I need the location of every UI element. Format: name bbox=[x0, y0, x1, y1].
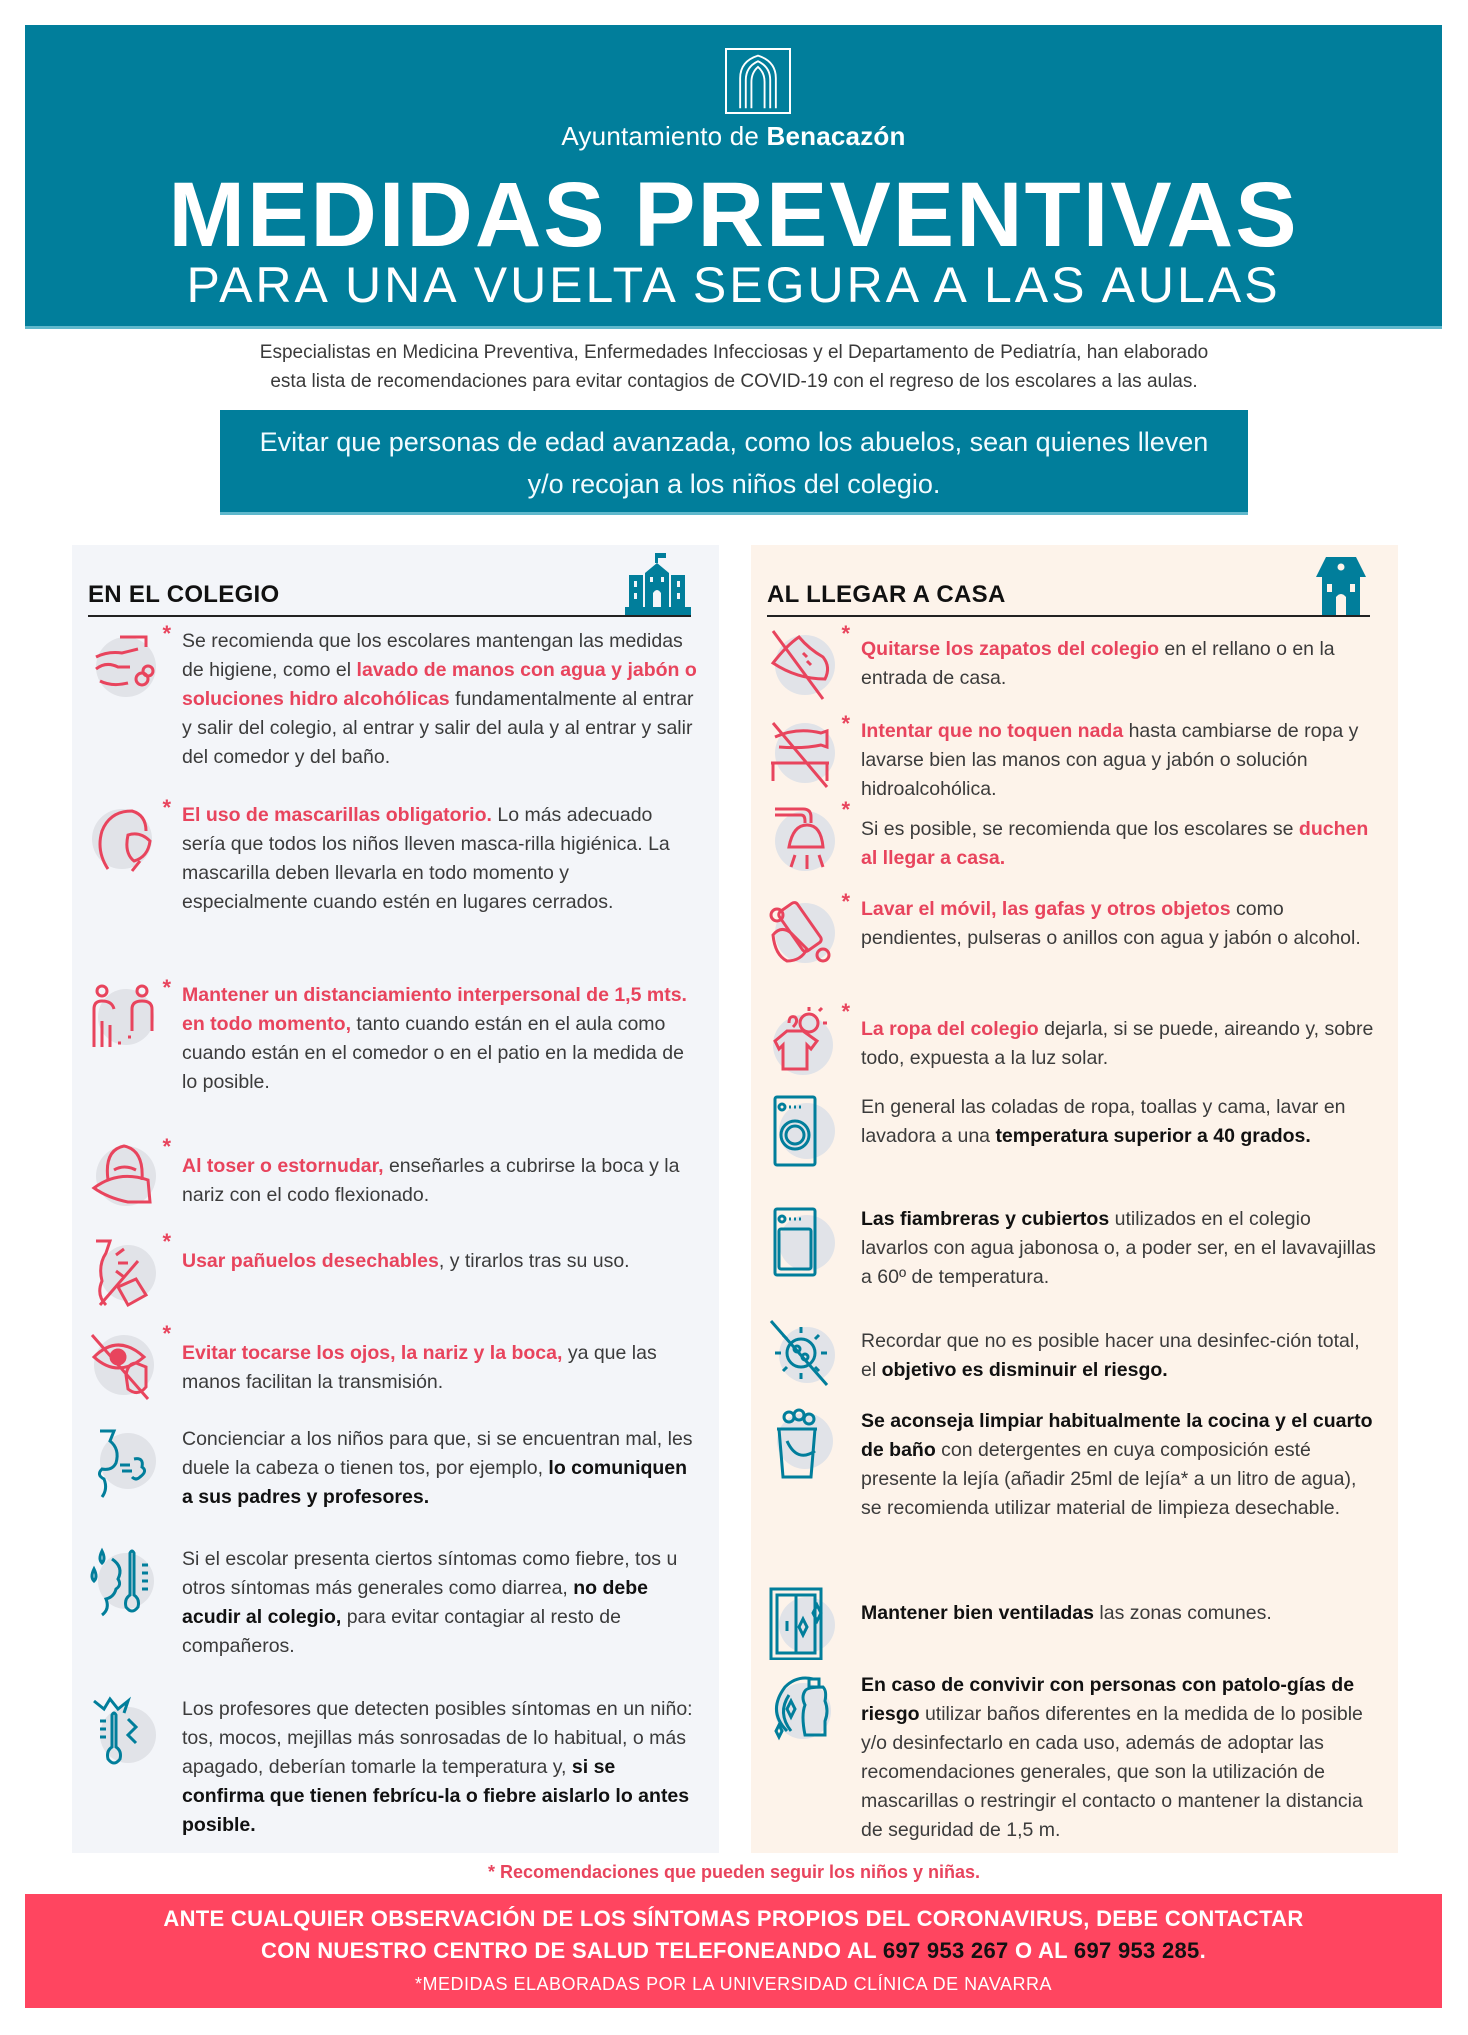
window-ventilation-icon bbox=[767, 1585, 842, 1660]
header-banner bbox=[25, 25, 1442, 329]
kid-asterisk: * bbox=[162, 1229, 171, 1254]
item-text: Si es posible, se recomienda que los escolares se duchen al llegar a casa. bbox=[861, 818, 1369, 869]
kid-asterisk: * bbox=[841, 797, 850, 822]
home-item-no-touch bbox=[767, 711, 1378, 817]
social-distance-icon bbox=[88, 975, 171, 1056]
item-text: Concienciar a los niños para que, si se encuentran mal, les duele la cabeza o tienen tos, por ejemplo, lo comuniquen a sus padres y profesores. bbox=[182, 1428, 693, 1508]
school-item-symptoms bbox=[88, 1545, 699, 1675]
school-panel-header bbox=[88, 565, 691, 617]
home-item-laundry bbox=[767, 1093, 1378, 1193]
home-item-risk bbox=[767, 1671, 1378, 1851]
home-item-ventilation bbox=[767, 1585, 1378, 1665]
item-text: Los profesores que detecten posibles síntomas en un niño: tos, mocos, mejillas más sonrosadas de lo habitual, o más apagado, deberían tomarle la temperatura y, si se confirma que tienen febrícu-la o fiebre aislarlo lo antes posible. bbox=[182, 1698, 693, 1836]
page-subtitle: PARA UNA VUELTA SEGURA A LAS AULAS bbox=[186, 257, 1281, 313]
no-shoes-icon bbox=[767, 621, 850, 702]
fever-symptoms-icon bbox=[88, 1545, 163, 1620]
contact-footer bbox=[25, 1894, 1442, 2008]
kid-asterisk: * bbox=[841, 889, 850, 914]
house-icon bbox=[1314, 551, 1368, 617]
intro-line-2: esta lista de recomendaciones para evitar contagios de COVID-19 con el regreso de los escolares a las aulas. bbox=[270, 371, 1198, 392]
face-mask-icon bbox=[88, 795, 171, 876]
kid-asterisk: * bbox=[162, 1134, 171, 1159]
no-virus-icon bbox=[767, 1315, 842, 1390]
org-prefix: Ayuntamiento de bbox=[561, 121, 760, 151]
dishwasher-icon bbox=[767, 1205, 842, 1280]
sick-child-icon bbox=[88, 1425, 163, 1500]
home-item-disinfection bbox=[767, 1315, 1378, 1395]
org-name: Benacazón bbox=[766, 121, 906, 151]
footer-line-1: ANTE CUALQUIER OBSERVACIÓN DE LOS SÍNTOMAS PROPIOS DEL CORONAVIRUS, DEBE CONTACTAR bbox=[163, 1906, 1304, 1931]
item-text: Se recomienda que los escolares mantengan las medidas de higiene, como el lavado de manos con agua y jabón o soluciones hidro alcohólicas fundamentalmente al entrar y salir del colegio, al entrar y salir del aula y al entrar y salir del comedor y del baño. bbox=[182, 630, 697, 768]
thermometer-icon bbox=[88, 1695, 163, 1770]
wash-phone-icon bbox=[767, 889, 850, 970]
footer-line-2: CON NUESTRO CENTRO DE SALUD TELEFONEANDO AL 697 953 267 O AL 697 953 285. bbox=[261, 1938, 1206, 1963]
handwash-icon bbox=[88, 621, 171, 702]
notice-line-2: y/o recojan a los niños del colegio. bbox=[527, 469, 941, 499]
kid-asterisk: * bbox=[162, 795, 171, 820]
item-text: La ropa del colegio dejarla, si se puede, aireando y, sobre todo, expuesta a la luz solar. bbox=[861, 1018, 1374, 1069]
home-item-wash-objects bbox=[767, 889, 1378, 995]
school-heading: EN EL COLEGIO bbox=[88, 581, 280, 608]
kid-asterisk: * bbox=[162, 621, 171, 646]
phone-number-1[interactable]: 697 953 267 bbox=[882, 1938, 1009, 1963]
item-text: Las fiambreras y cubiertos utilizados en el colegio lavarlos con agua jabonosa o, a poder ser, en el lavavajillas a 60º de temperatura. bbox=[861, 1208, 1376, 1288]
school-item-communicate bbox=[88, 1425, 699, 1525]
cleaning-bucket-icon bbox=[767, 1407, 842, 1482]
item-text: Intentar que no toquen nada hasta cambiarse de ropa y lavarse bien las manos con agua y jabón o solución hidroalcohólica. bbox=[861, 720, 1359, 800]
notice-box bbox=[220, 410, 1248, 515]
item-text: Evitar tocarse los ojos, la nariz y la boca, ya que las manos facilitan la transmisión. bbox=[182, 1342, 657, 1393]
school-item-tissues bbox=[88, 1229, 699, 1315]
home-heading: AL LLEGAR A CASA bbox=[767, 581, 1006, 608]
home-item-clothes bbox=[767, 999, 1378, 1085]
arch-logo-icon bbox=[725, 48, 791, 114]
washing-machine-icon bbox=[767, 1093, 842, 1168]
school-item-handwash bbox=[88, 621, 699, 777]
item-text: Recordar que no es posible hacer una desinfec-ción total, el objetivo es disminuir el riesgo. bbox=[861, 1330, 1360, 1381]
phone-number-2[interactable]: 697 953 285 bbox=[1073, 1938, 1200, 1963]
kid-asterisk: * bbox=[162, 1321, 171, 1346]
cough-elbow-icon bbox=[88, 1134, 171, 1215]
no-touch-icon bbox=[767, 711, 850, 792]
kid-asterisk: * bbox=[841, 999, 850, 1024]
item-text: En caso de convivir con personas con patolo-gías de riesgo utilizar baños diferentes en la medida de lo posible y/o desinfectarlo en cada uso, además de adoptar las recomendaciones generales, que son la utilización de mascarillas o restringir el contacto o mantener la distancia de seguridad de 1,5 m. bbox=[861, 1674, 1363, 1841]
tissue-sneeze-icon bbox=[88, 1229, 171, 1310]
kid-friendly-footnote: * Recomendaciones que pueden seguir los niños y niñas. bbox=[487, 1862, 981, 1882]
school-panel bbox=[72, 545, 719, 1853]
intro-text bbox=[180, 338, 1288, 396]
item-text: Usar pañuelos desechables, y tirarlos tras su uso. bbox=[182, 1250, 630, 1272]
shower-icon bbox=[767, 797, 850, 878]
school-item-teachers bbox=[88, 1695, 699, 1845]
organization-name bbox=[25, 121, 1442, 152]
home-panel bbox=[751, 545, 1398, 1853]
item-text: Mantener bien ventiladas las zonas comunes. bbox=[861, 1602, 1272, 1624]
sun-shirt-icon bbox=[767, 999, 850, 1080]
home-item-cleaning bbox=[767, 1407, 1378, 1557]
no-touch-face-icon bbox=[88, 1321, 171, 1402]
item-text: Si el escolar presenta ciertos síntomas como fiebre, tos u otros síntomas más generales como diarrea, no debe acudir al colegio, para evitar contagiar al resto de compañeros. bbox=[182, 1548, 678, 1657]
disinfectant-bottle-icon bbox=[767, 1671, 842, 1746]
footer-credit: *MEDIDAS ELABORADAS POR LA UNIVERSIDAD CLÍNICA DE NAVARRA bbox=[415, 1974, 1052, 1994]
page-title: MEDIDAS PREVENTIVAS bbox=[168, 164, 1299, 266]
item-text: Lavar el móvil, las gafas y otros objetos como pendientes, pulseras o anillos con agua y jabón o alcohol. bbox=[861, 898, 1361, 949]
item-text: Quitarse los zapatos del colegio en el rellano o en la entrada de casa. bbox=[861, 638, 1335, 689]
school-building-icon bbox=[625, 551, 691, 617]
kid-asterisk: * bbox=[841, 621, 850, 646]
item-text: Al toser o estornudar, enseñarles a cubrirse la boca y la nariz con el codo flexionado. bbox=[182, 1155, 680, 1206]
item-text: En general las coladas de ropa, toallas y cama, lavar en lavadora a una temperatura superior a 40 grados. bbox=[861, 1096, 1346, 1147]
school-item-cough bbox=[88, 1134, 699, 1220]
kid-asterisk: * bbox=[162, 975, 171, 1000]
item-text: Mantener un distanciamiento interpersonal de 1,5 mts. en todo momento, tanto cuando están en el aula como cuando están en el comedor o en el patio en la medida de lo posible. bbox=[182, 984, 687, 1093]
school-item-distance bbox=[88, 975, 699, 1101]
home-item-shoes bbox=[767, 621, 1378, 707]
home-item-shower bbox=[767, 797, 1378, 883]
kid-asterisk: * bbox=[841, 711, 850, 736]
item-text: Se aconseja limpiar habitualmente la cocina y el cuarto de baño con detergentes en cuya composición esté presente la lejía (añadir 25ml de lejía* a un litro de agua), se recomienda utilizar material de limpieza desechable. bbox=[861, 1410, 1373, 1519]
school-item-mask bbox=[88, 795, 699, 951]
intro-line-1: Especialistas en Medicina Preventiva, Enfermedades Infecciosas y el Departamento de Pediatría, han elaborado bbox=[259, 342, 1209, 363]
home-panel-header bbox=[767, 565, 1370, 617]
notice-line-1: Evitar que personas de edad avanzada, como los abuelos, sean quienes lleven bbox=[259, 427, 1209, 457]
school-item-no-touch-face bbox=[88, 1321, 699, 1407]
home-item-lunchboxes bbox=[767, 1205, 1378, 1305]
item-text: El uso de mascarillas obligatorio. Lo más adecuado sería que todos los niños lleven masca-rilla higiénica. La mascarilla deben llevarla en todo momento y especialmente cuando estén en lugares cerrados. bbox=[182, 804, 670, 913]
